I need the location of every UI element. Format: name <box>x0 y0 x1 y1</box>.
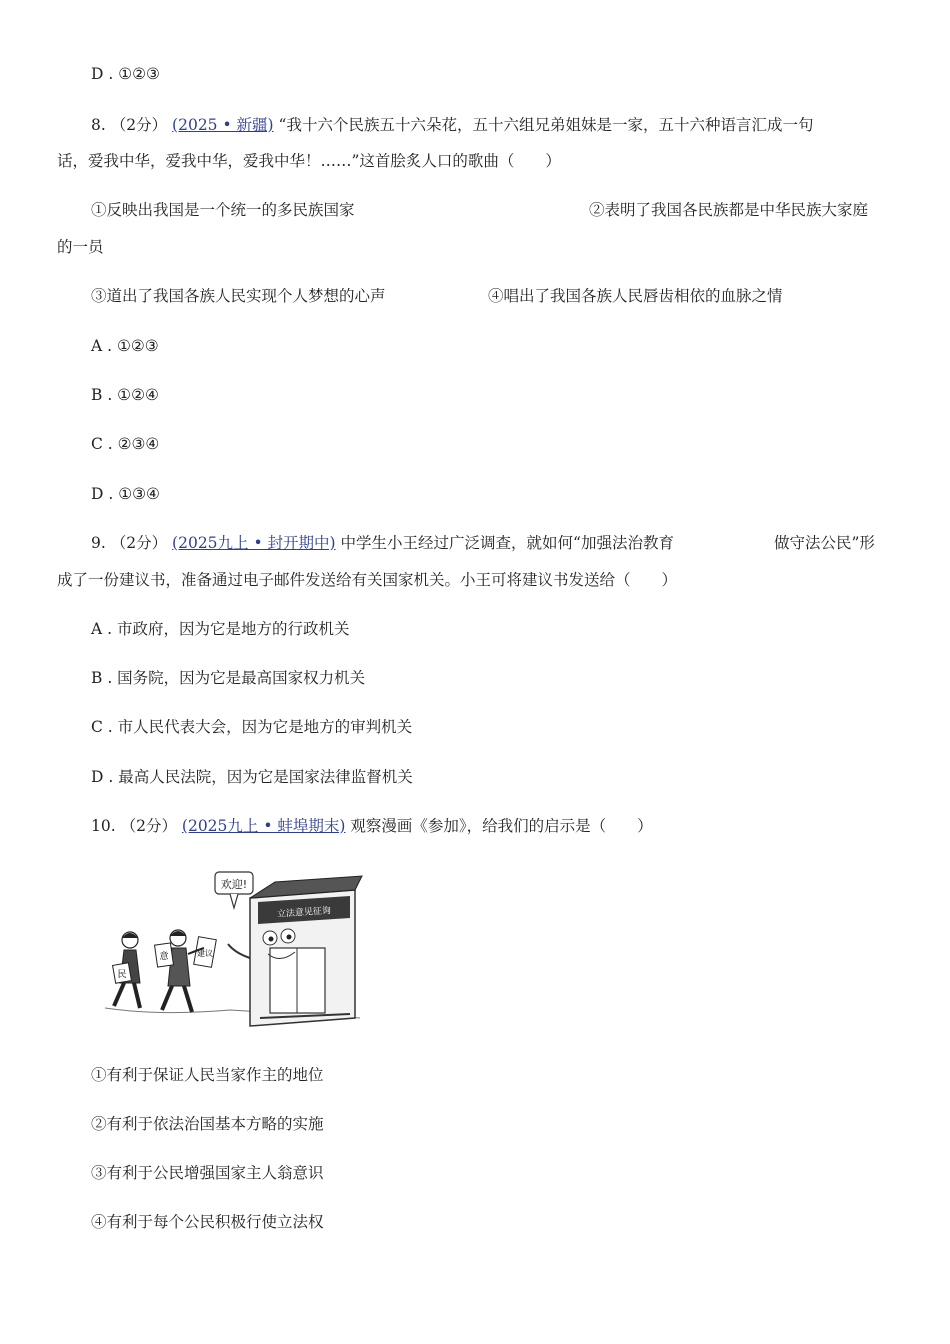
cartoon-paper-1: 民 <box>117 970 127 980</box>
q9-option-c[interactable]: C . 市人民代表大会，因为它是地方的审判机关 <box>91 718 413 736</box>
q9-score: （2分） <box>110 534 168 552</box>
q10-score: （2分） <box>120 817 177 835</box>
cartoon-speech-bubble <box>215 872 253 908</box>
q10-item-3: ③有利于公民增强国家主人翁意识 <box>91 1164 324 1182</box>
cartoon-paper-2: 意 <box>159 952 169 962</box>
cartoon-sign: 立法意见征询 <box>276 906 332 920</box>
q8-source-link[interactable]: (2025 • 新疆) <box>172 116 274 134</box>
q9-stem-line1-a: 中学生小王经过广泛调查，就如何“加强法治教育 <box>340 534 674 552</box>
q10-item-1: ①有利于保证人民当家作主的地位 <box>91 1066 324 1084</box>
q8-item-4: ④唱出了我国各族人民唇齿相依的血脉之情 <box>488 287 783 305</box>
q7-option-d: D . ①②③ <box>91 65 160 83</box>
q10-item-4: ④有利于每个公民积极行使立法权 <box>91 1213 324 1231</box>
q8-option-c[interactable]: C . ②③④ <box>91 435 160 453</box>
q8-header <box>91 114 813 136</box>
q9-stem-line2: 成了一份建议书，准备通过电子邮件发送给有关国家机关。小王可将建议书发送给（ ） <box>57 571 678 589</box>
cartoon-bubble-text: 欢迎! <box>220 878 248 891</box>
q9-header <box>91 532 674 554</box>
q10-item-2: ②有利于依法治国基本方略的实施 <box>91 1115 324 1133</box>
q9-option-a[interactable]: A . 市政府，因为它是地方的行政机关 <box>91 620 350 638</box>
q8-option-d[interactable]: D . ①③④ <box>91 485 160 503</box>
cartoon-image <box>100 868 365 1036</box>
q8-item-3: ③道出了我国各族人民实现个人梦想的心声 <box>91 287 386 305</box>
cartoon-people <box>113 930 217 1012</box>
q8-number: 8. <box>91 116 106 134</box>
q9-stem-line1-b: 做守法公民”形 <box>774 534 875 552</box>
q8-item-1: ①反映出我国是一个统一的多民族国家 <box>91 201 355 219</box>
q9-number: 9. <box>91 534 106 552</box>
q10-number: 10. <box>91 817 116 835</box>
q8-option-a[interactable]: A . ①②③ <box>91 337 159 355</box>
q9-option-b[interactable]: B . 国务院，因为它是最高国家权力机关 <box>91 669 366 687</box>
q9-source-link[interactable]: (2025九上 • 封开期中) <box>172 534 336 552</box>
q9-option-d[interactable]: D . 最高人民法院，因为它是国家法律监督机关 <box>91 768 413 786</box>
q8-stem-line1: “我十六个民族五十六朵花，五十六组兄弟姐妹是一家，五十六种语言汇成一句 <box>278 116 814 134</box>
q8-item-2-cont: 的一员 <box>57 238 104 256</box>
q10-source-link[interactable]: (2025九上 • 蚌埠期末) <box>181 817 346 835</box>
q8-option-b[interactable]: B . ①②④ <box>91 386 159 404</box>
q8-score: （2分） <box>110 116 168 134</box>
q10-stem: 观察漫画《参加》，给我们的启示是（ ） <box>350 817 653 835</box>
cartoon-paper-3: 建议 <box>197 949 213 958</box>
q10-header <box>91 815 653 837</box>
q8-item-2: ②表明了我国各民族都是中华民族大家庭 <box>589 201 869 219</box>
q8-stem-line2: 话，爱我中华，爱我中华，爱我中华！……”这首脍炙人口的歌曲（ ） <box>57 152 561 170</box>
cartoon-building <box>228 876 362 1026</box>
